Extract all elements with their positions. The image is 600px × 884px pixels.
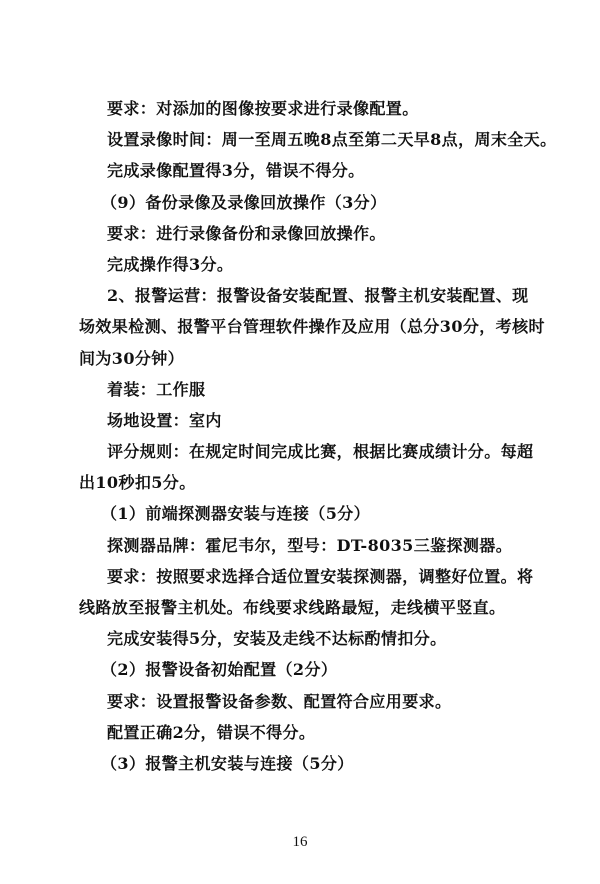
text-line: 场效果检测、报警平台管理软件操作及应用（总分30分，考核时	[79, 317, 545, 337]
section-heading: （2）报警设备初始配置（2分）	[101, 660, 338, 680]
text-line: 线路放至报警主机处。布线要求线路最短，走线横平竖直。	[79, 598, 506, 617]
text-line: 完成录像配置得3分，错误不得分。	[107, 161, 365, 181]
text-line: 设置录像时间：周一至周五晚8点至第二天早8点，周末全天。	[107, 130, 557, 150]
text-line: 要求：设置报警设备参数、配置符合应用要求。	[107, 691, 452, 711]
text-line: 要求：对添加的图像按要求进行录像配置。	[107, 99, 419, 118]
text-line: 要求：进行录像备份和录像回放操作。	[107, 223, 386, 243]
text-line: 探测器品牌：霍尼韦尔，型号：DT-8035三鉴探测器。	[107, 535, 513, 555]
text-line: 配置正确2分，错误不得分。	[107, 722, 316, 742]
text-line: 场地设置：室内	[107, 410, 222, 430]
text-line: 完成安装得5分，安装及走线不达标酌情扣分。	[107, 629, 447, 649]
document-body	[79, 93, 571, 779]
text-line: 出10秒扣5分。	[79, 473, 196, 493]
page-number: 16	[292, 834, 308, 850]
section-heading: （9）备份录像及录像回放操作（3分）	[101, 192, 387, 212]
section-heading: 2、报警运营：报警设备安装配置、报警主机安装配置、现	[107, 286, 529, 306]
text-line: 着装：工作服	[107, 379, 206, 399]
text-line: 评分规则：在规定时间完成比赛，根据比赛成绩计分。每超	[107, 442, 534, 462]
text-line: 间为30分钟）	[79, 348, 185, 368]
text-line: 完成操作得3分。	[107, 254, 234, 274]
text-line: 要求：按照要求选择合适位置安装探测器，调整好位置。将	[107, 566, 534, 586]
section-heading: （1）前端探测器安装与连接（5分）	[101, 504, 371, 524]
section-heading: （3）报警主机安装与连接（5分）	[101, 753, 354, 773]
